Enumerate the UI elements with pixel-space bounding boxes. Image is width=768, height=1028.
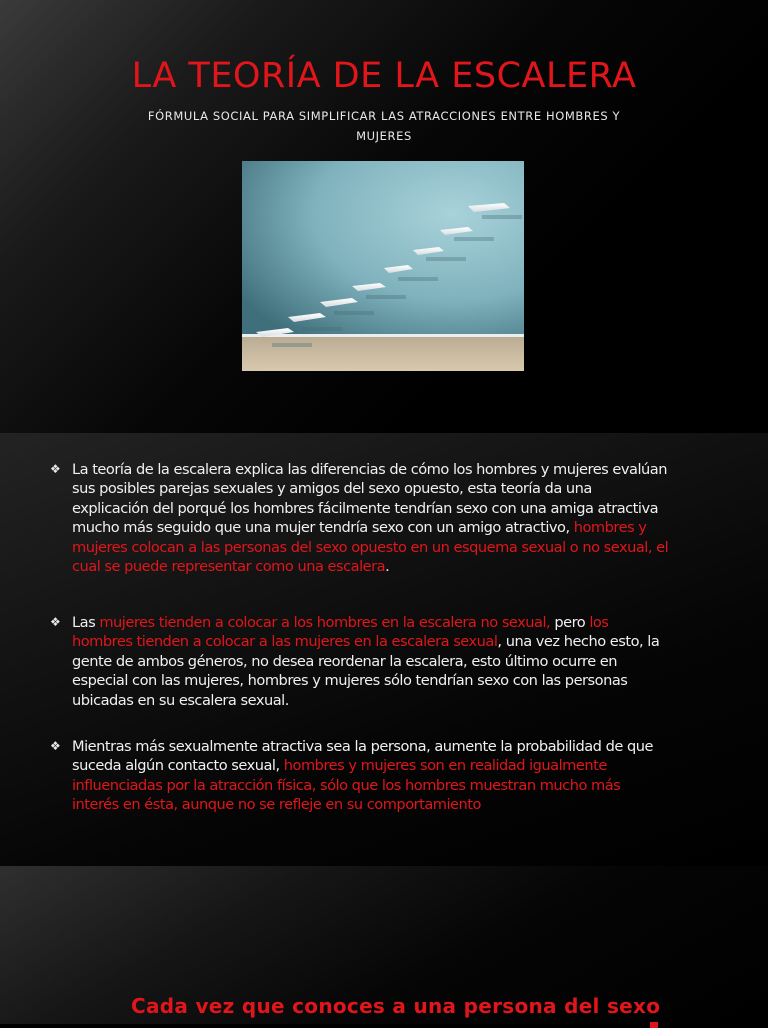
bullet-text: Mientras más sexualmente atractiva sea la persona, aumente la probabilidad de que suceda algún contacto sexual, hombres y mujeres son en realidad igualmente influenciadas por la atracción física, sólo que los hombres muestran mucho más interés en ésta, aunque no se refleje en su comportamiento	[72, 738, 653, 814]
diamond-bullet-icon: ❖	[50, 739, 61, 753]
diamond-bullet-icon: ❖	[50, 615, 61, 629]
bullet-text: Las mujeres tienden a colocar a los hombres en la escalera no sexual, pero los hombres tienden a colocar a las mujeres en la escalera sexual, una vez hecho esto, la gente de ambos géneros, no desea reordenar la escalera, esto último ocurre en especial con las mujeres, hombres y mujeres sólo tendrían sexo con las personas ubicadas en su escalera sexual.	[72, 614, 660, 709]
highlight-text: hombres y mujeres colocan a las personas del sexo opuesto en un esquema sexual o no sexual, el cual se puede representar como una escalera	[72, 519, 669, 576]
text-fragment	[650, 1022, 658, 1028]
highlight-text: los hombres tienden a colocar a las mujeres en la escalera sexual	[72, 614, 609, 651]
slide-title	[0, 0, 768, 433]
bullet-item	[50, 737, 670, 815]
bullet-text: La teoría de la escalera explica las diferencias de cómo los hombres y mujeres evalúan sus posibles parejas sexuales y amigos del sexo opuesto, esta teoría da una explicación del porqué los hombres fácilmente tendrían sexo con una amiga atractiva mucho más seguido que una mujer tendría sexo con un amigo atractivo, hombres y mujeres colocan a las personas del sexo opuesto en un esquema sexual o no sexual, el cual se puede representar como una escalera.	[72, 461, 669, 576]
slide-title-heading: LA TEORÍA DE LA ESCALERA	[131, 56, 637, 96]
slide-content	[0, 433, 768, 866]
highlight-text: mujeres tienden a colocar a los hombres en la escalera no sexual,	[99, 614, 551, 631]
slide-subtitle: FÓRMULA SOCIAL PARA SIMPLIFICAR LAS ATRACCIONES ENTRE HOMBRES Y MUJERES	[147, 109, 621, 143]
highlight-text: hombres y mujeres son en realidad igualmente influenciadas por la atracción física, sólo que los hombres muestran mucho más interés en ésta, aunque no se refleje en su comportamiento	[72, 757, 621, 814]
staircase-image	[242, 161, 524, 371]
slide-heading: Cada vez que conoces a una persona del sexo	[131, 994, 661, 1018]
slide-next	[0, 866, 768, 1024]
bullet-item	[50, 460, 670, 576]
bullet-item	[50, 613, 670, 710]
diamond-bullet-icon: ❖	[50, 462, 61, 476]
